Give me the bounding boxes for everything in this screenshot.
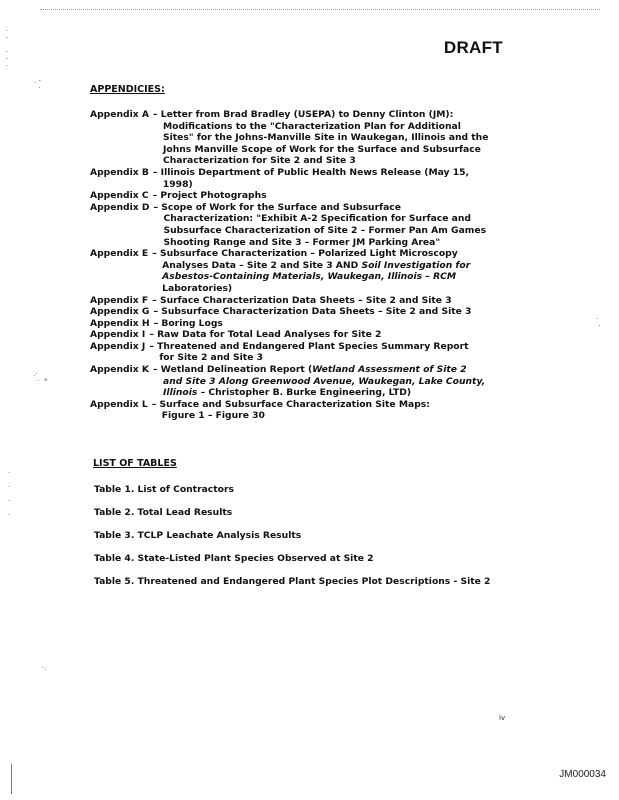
appendix-label: Appendix D bbox=[90, 201, 150, 213]
appendix-text: Asbestos-Containing Materials, Waukegan, Illinois – RCM bbox=[162, 271, 457, 283]
table-list bbox=[94, 484, 490, 599]
appendix-text: – Illinois Department of Public Health News Release (May 15, bbox=[152, 166, 469, 178]
appendix-item bbox=[90, 167, 510, 190]
appendix-italic-title: Wetland Assessment of Site 2 bbox=[312, 364, 467, 376]
appendix-text: – Boring Logs bbox=[153, 317, 223, 329]
appendix-label: Appendix I bbox=[90, 329, 146, 341]
appendix-text: – Subsurface Characterization – Polarized Light Microscopy bbox=[152, 248, 458, 260]
appendix-text: – Subsurface Characterization Data Sheets – Site 2 and Site 3 bbox=[153, 306, 472, 318]
appendix-italic-title: Illinois bbox=[163, 387, 198, 399]
appendix-text: Subsurface Characterization of Site 2 – Former Pan Am Games bbox=[163, 224, 487, 236]
appendix-item bbox=[90, 248, 510, 294]
appendix-italic-title: Soil Investigation for bbox=[361, 259, 471, 271]
appendix-label: Appendix H bbox=[90, 317, 150, 329]
scan-speckle: .· · * bbox=[33, 370, 48, 385]
appendix-item bbox=[90, 329, 510, 341]
appendix-item bbox=[90, 318, 510, 330]
draft-watermark-label: DRAFT bbox=[443, 38, 503, 57]
appendix-item bbox=[90, 306, 510, 318]
appendix-text: – Surface and Subsurface Characterization Site Maps: bbox=[151, 398, 430, 410]
appendix-text: – Project Photographs bbox=[152, 190, 267, 202]
appendix-label: Appendix F bbox=[90, 294, 149, 306]
appendix-text: Sites" for the Johns-Manville Site in Waukegan, Illinois and the bbox=[163, 132, 489, 144]
scan-artifact-line bbox=[40, 9, 600, 10]
appendix-label: Appendix A bbox=[90, 109, 149, 120]
appendix-text: Figure 1 – Figure 30 bbox=[161, 410, 265, 422]
appendix-text: Characterization for Site 2 and Site 3 bbox=[163, 155, 356, 167]
scan-speckle: . - · bbox=[34, 77, 41, 92]
appendix-item bbox=[90, 295, 510, 307]
appendix-label: Appendix C bbox=[90, 190, 149, 202]
appendix-item bbox=[90, 202, 510, 248]
appendix-text: for Site 2 and Site 3 bbox=[159, 352, 264, 364]
appendix-label: Appendix G bbox=[90, 306, 150, 318]
appendix-text: – Wetland Delineation Report ( bbox=[153, 364, 313, 376]
appendix-item bbox=[90, 341, 510, 364]
appendix-item bbox=[90, 190, 510, 202]
appendix-label: Appendix E bbox=[90, 248, 149, 260]
appendix-text: Characterization: "Exhibit A-2 Specification for Surface and bbox=[163, 213, 471, 225]
appendix-label: Appendix K bbox=[90, 364, 150, 376]
appendix-text: Laboratories) bbox=[162, 282, 233, 294]
scan-speckle: · · · · bbox=[8, 469, 11, 519]
appendix-text: Modifications to the "Characterization Plan for Additional bbox=[163, 120, 461, 132]
table-entry: Table 2. Total Lead Results bbox=[94, 507, 233, 518]
appendix-text: – Raw Data for Total Lead Analyses for Site 2 bbox=[149, 329, 382, 341]
tables-heading: LIST OF TABLES bbox=[93, 458, 177, 469]
appendix-text: Shooting Range and Site 3 – Former JM Parking Area" bbox=[163, 236, 441, 248]
page-number: iv bbox=[499, 714, 506, 722]
table-entry: Table 4. State-Listed Plant Species Observed at Site 2 bbox=[94, 553, 374, 564]
appendix-text: – Christopher B. Burke Engineering, LTD) bbox=[200, 387, 412, 399]
table-entry: Table 5. Threatened and Endangered Plant Species Plot Descriptions - Site 2 bbox=[94, 576, 491, 587]
scan-edge-mark bbox=[11, 764, 12, 794]
appendix-label: Appendix B bbox=[90, 166, 149, 178]
appendix-text: – Threatened and Endangered Plant Species Summary Report bbox=[149, 340, 469, 352]
appendix-list bbox=[90, 109, 510, 422]
appendix-text: – Scope of Work for the Surface and Subsurface bbox=[153, 201, 401, 213]
table-entry: Table 1. List of Contractors bbox=[94, 484, 234, 495]
appendix-label: Appendix J bbox=[90, 340, 146, 352]
appendix-item bbox=[90, 399, 510, 422]
scan-speckle: · · · · · bbox=[6, 27, 9, 70]
scan-speckle: ·. bbox=[42, 664, 47, 672]
appendix-text: 1998) bbox=[162, 178, 193, 190]
scan-speckle: · · bbox=[596, 315, 601, 330]
appendix-item bbox=[90, 109, 510, 167]
appendix-italic-title: and Site 3 Along Greenwood Avenue, Waukegan, Lake County, bbox=[163, 375, 486, 387]
appendix-text: Johns Manville Scope of Work for the Surface and Subsurface bbox=[163, 143, 481, 155]
table-entry: Table 3. TCLP Leachate Analysis Results bbox=[94, 530, 302, 541]
bates-number: JM000034 bbox=[559, 769, 606, 780]
appendix-label: Appendix L bbox=[90, 398, 148, 410]
appendix-item bbox=[90, 364, 510, 399]
appendix-text: Analyses Data – Site 2 and Site 3 AND bbox=[162, 259, 359, 271]
appendix-text: – Surface Characterization Data Sheets – Site 2 and Site 3 bbox=[152, 294, 452, 306]
appendix-text: – Letter from Brad Bradley (USEPA) to Denny Clinton (JM): bbox=[153, 109, 454, 120]
appendices-heading: APPENDICIES: bbox=[90, 84, 165, 95]
